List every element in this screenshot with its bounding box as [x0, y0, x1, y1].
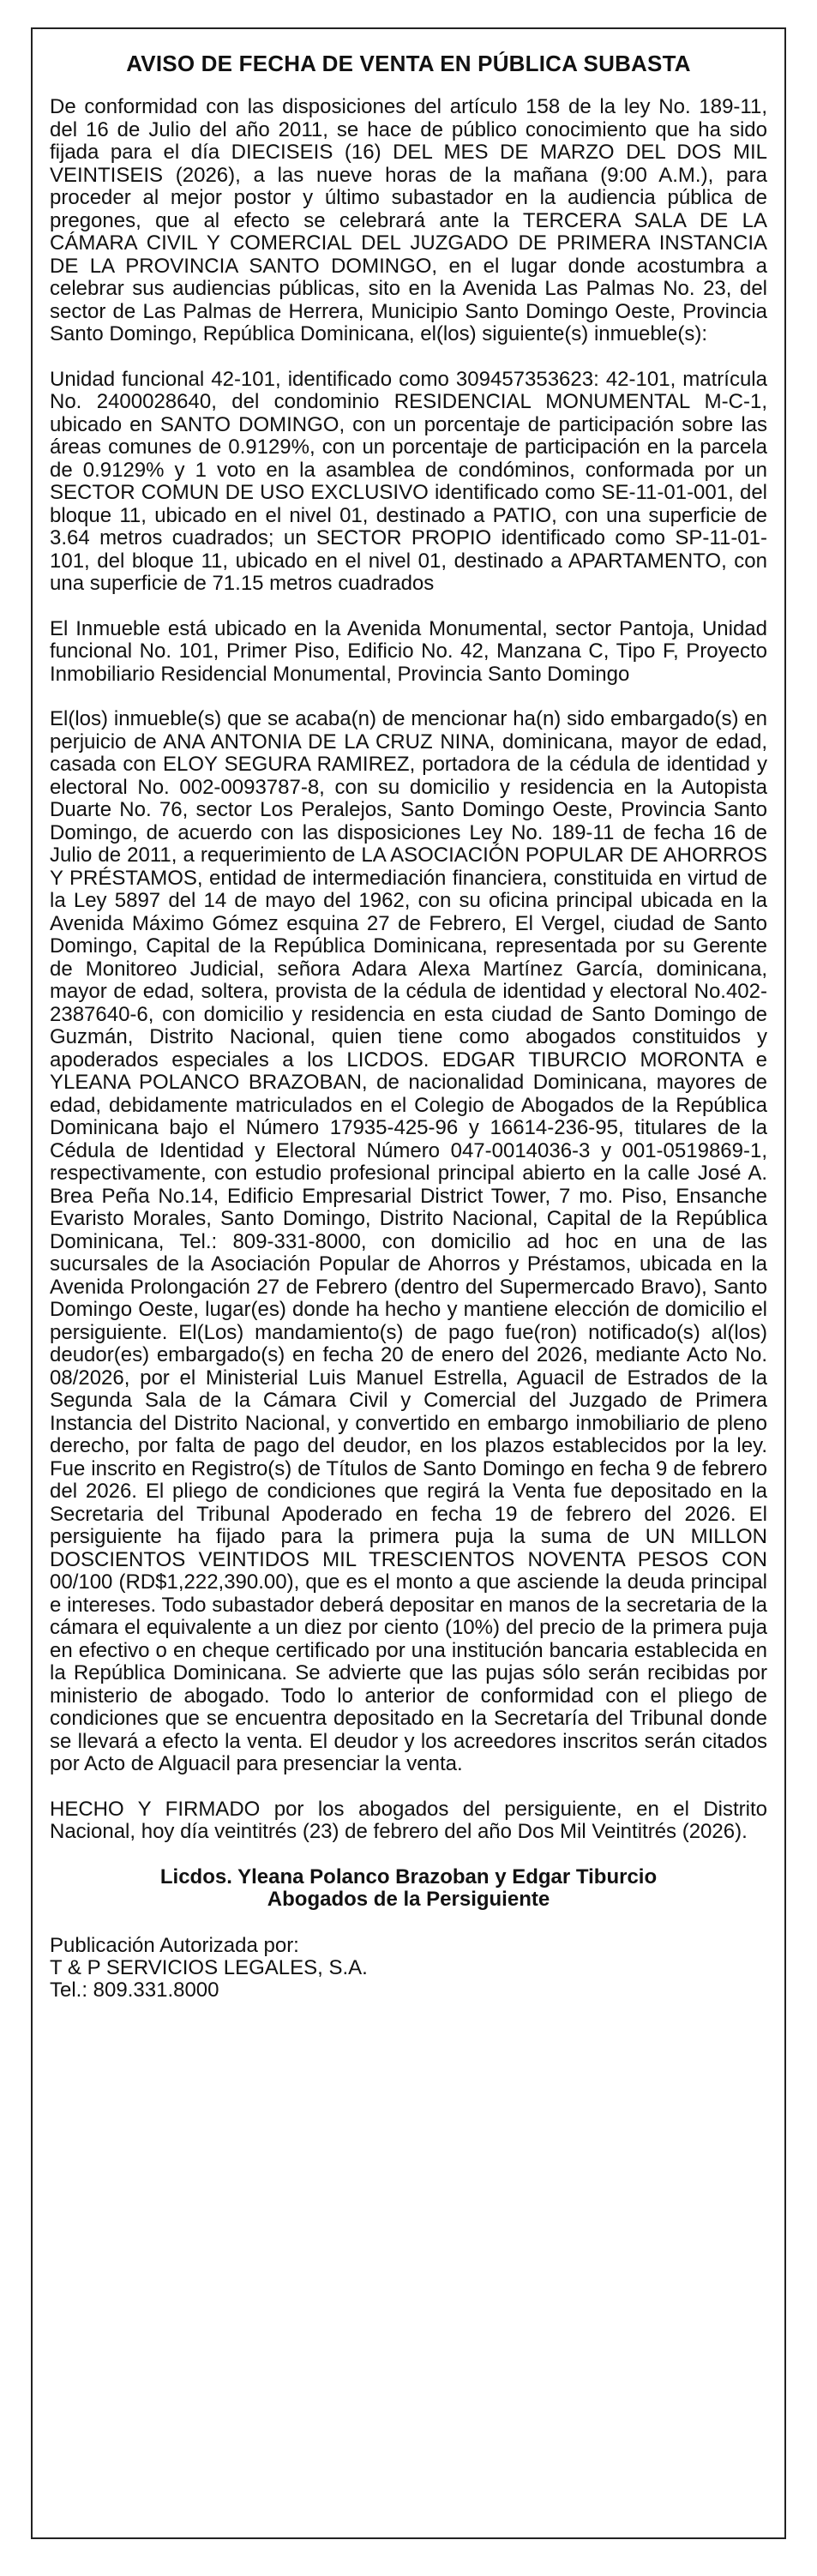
footer-authorized: Publicación Autorizada por: — [50, 1933, 299, 1957]
notice-title: AVISO DE FECHA DE VENTA EN PÚBLICA SUBASTA — [126, 51, 691, 76]
footer-phone: Tel.: 809.331.8000 — [50, 1978, 219, 2002]
notice-border — [31, 27, 786, 2539]
publication-footer — [50, 1935, 767, 2002]
signature-block — [50, 1866, 767, 1911]
paragraph-seizure-details: El(los) inmueble(s) que se acaba(n) de mencionar ha(n) sido embargado(s) en perjuicio de ANA ANTONIA DE LA CRUZ NINA, dominicana, mayor de edad, casada con ELOY SEGURA RAMIREZ, portadora de la cédula de identidad y electoral No. 002-0093787-8, con su domicilio y residencia en la Autopista Duarte No. 76, sector Los Peralejos, Santo Domingo Oeste, Provincia Santo Domingo, de acuerdo con las disposiciones Ley No. 189-11 de fecha 16 de Julio de 2011, a requerimiento de LA ASOCIACIÓN POPULAR DE AHORROS Y PRÉSTAMOS, entidad de intermediación financiera, constituida en virtud de la Ley 5897 del 14 de mayo del 1962, con su oficina principal ubicada en la Avenida Máximo Gómez esquina 27 de Febrero, El Vergel, ciudad de Santo Domingo, Capital de la República Dominicana, representada por su Gerente de Monitoreo Judicial, señora Adara Alexa Martínez García, dominicana, mayor de edad, soltera, provista de la cédula de identidad y electoral No.402-2387640-6, con domicilio y residencia en esta ciudad de Santo Domingo de Guzmán, Distrito Nacional, quien tiene como abogados constituidos y apoderados especiales a los LICDOS. EDGAR TIBURCIO MORONTA e YLEANA POLANCO BRAZOBAN, de nacionalidad Dominicana, mayores de edad, debidamente matriculados en el Colegio de Abogados de la República Dominicana bajo el Número 17935-425-96 y 16614-236-95, titulares de la Cédula de Identidad y Electoral Número 047-0014036-3 y 001-0519869-1, respectivamente, con estudio profesional principal abierto en la calle José A. Brea Peña No.14, Edificio Empresarial District Tower, 7 mo. Piso, Ensanche Evaristo Morales, Santo Domingo, Distrito Nacional, Capital de la República Dominicana, Tel.: 809-331-8000, con domicilio ad hoc en una de las sucursales de la Asociación Popular de Ahorros y Préstamos, ubicada en la Avenida Prolongación 27 de Febrero (dentro del Supermercado Bravo), Santo Domingo Oeste, lugar(es) donde ha hecho y mantiene elección de domicilio el persiguiente. El(Los) mandamiento(s) de pago fue(ron) notificado(s) al(los) deudor(es) embargado(s) en fecha 20 de enero del 2026, mediante Acto No. 08/2026, por el Ministerial Luis Manuel Estrella, Aguacil de Estrados de la Segunda Sala de la Cámara Civil y Comercial del Juzgado de Primera Instancia del Distrito Nacional, y convertido en embargo inmobiliario de pleno derecho, por falta de pago del deudor, en los plazos establecidos por la ley. Fue inscrito en Registro(s) de Títulos de Santo Domingo en fecha 9 de febrero del 2026. El pliego de condiciones que regirá la Venta fue depositado en la Secretaria del Tribunal Apoderado en fecha 19 de febrero del 2026. El persiguiente ha fijado para la primera puja la suma de UN MILLON DOSCIENTOS VEINTIDOS MIL TRESCIENTOS NOVENTA PESOS CON 00/100 (RD$1,222,390.00), que es el monto a que asciende la deuda principal e intereses. Todo subastador deberá depositar en manos de la secretaria de la cámara el equivalente a un diez por ciento (10%) del precio de la primera puja en efectivo o en cheque certificado por una institución bancaria establecida en la República Dominicana. Se advierte que las pujas sólo serán recibidas por ministerio de abogado. Todo lo anterior de conformidad con el pliego de condiciones que se encuentra depositado en la Secretaría del Tribunal donde se llevará a efecto la venta. El deudor y los acreedores inscritos serán citados por Acto de Alguacil para presenciar la venta. — [50, 707, 767, 1775]
signature-role: Abogados de la Persiguiente — [267, 1887, 550, 1911]
paragraph-signed: HECHO Y FIRMADO por los abogados del persiguiente, en el Distrito Nacional, hoy día veintitrés (23) de febrero del año Dos Mil Veintitrés (2026). — [50, 1797, 767, 1843]
paragraph-intro: De conformidad con las disposiciones del artículo 158 de la ley No. 189-11, del 16 de Julio del año 2011, se hace de público conocimiento que ha sido fijada para el día DIECISEIS (16) DEL MES DE MARZO DEL DOS MIL VEINTISEIS (2026), a las nueve horas de la mañana (9:00 A.M.), para proceder al mejor postor y último subastador en la audiencia pública de pregones, que al efecto se celebrará ante la TERCERA SALA DE LA CÁMARA CIVIL Y COMERCIAL DEL JUZGADO DE PRIMERA INSTANCIA DE LA PROVINCIA SANTO DOMINGO, en el lugar donde acostumbra a celebrar sus audiencias públicas, sito en la Avenida Las Palmas No. 23, del sector de Las Palmas de Herrera, Municipio Santo Domingo Oeste, Provincia Santo Domingo, República Dominicana, el(los) siguiente(s) inmueble(s): — [50, 95, 767, 345]
signature-names: Licdos. Yleana Polanco Brazoban y Edgar Tiburcio — [159, 1864, 658, 1888]
paragraph-property-description: Unidad funcional 42-101, identificado como 309457353623: 42-101, matrícula No. 2400028640, del condominio RESIDENCIAL MONUMENTAL M-C-1, ubicado en SANTO DOMINGO, con un porcentaje de participación sobre las áreas comunes de 0.9129%, con un porcentaje de participación en la parcela de 0.9129% y 1 voto en la asamblea de condóminos, conformada por un SECTOR COMUN DE USO EXCLUSIVO identificado como SE-11-01-001, del bloque 11, ubicado en el nivel 01, destinado a PATIO, con una superficie de 3.64 metros cuadrados; un SECTOR PROPIO identificado como SP-11-01-101, del bloque 11, ubicado en el nivel 01, destinado a APARTAMENTO, con una superficie de 71.15 metros cuadrados — [50, 367, 767, 595]
paragraph-property-location: El Inmueble está ubicado en la Avenida Monumental, sector Pantoja, Unidad funcional No. 101, Primer Piso, Edificio No. 42, Manzana C, Tipo F, Proyecto Inmobiliario Residencial Monumental, Provincia Santo Domingo — [50, 616, 767, 686]
footer-company: T & P SERVICIOS LEGALES, S.A. — [50, 1955, 368, 1979]
